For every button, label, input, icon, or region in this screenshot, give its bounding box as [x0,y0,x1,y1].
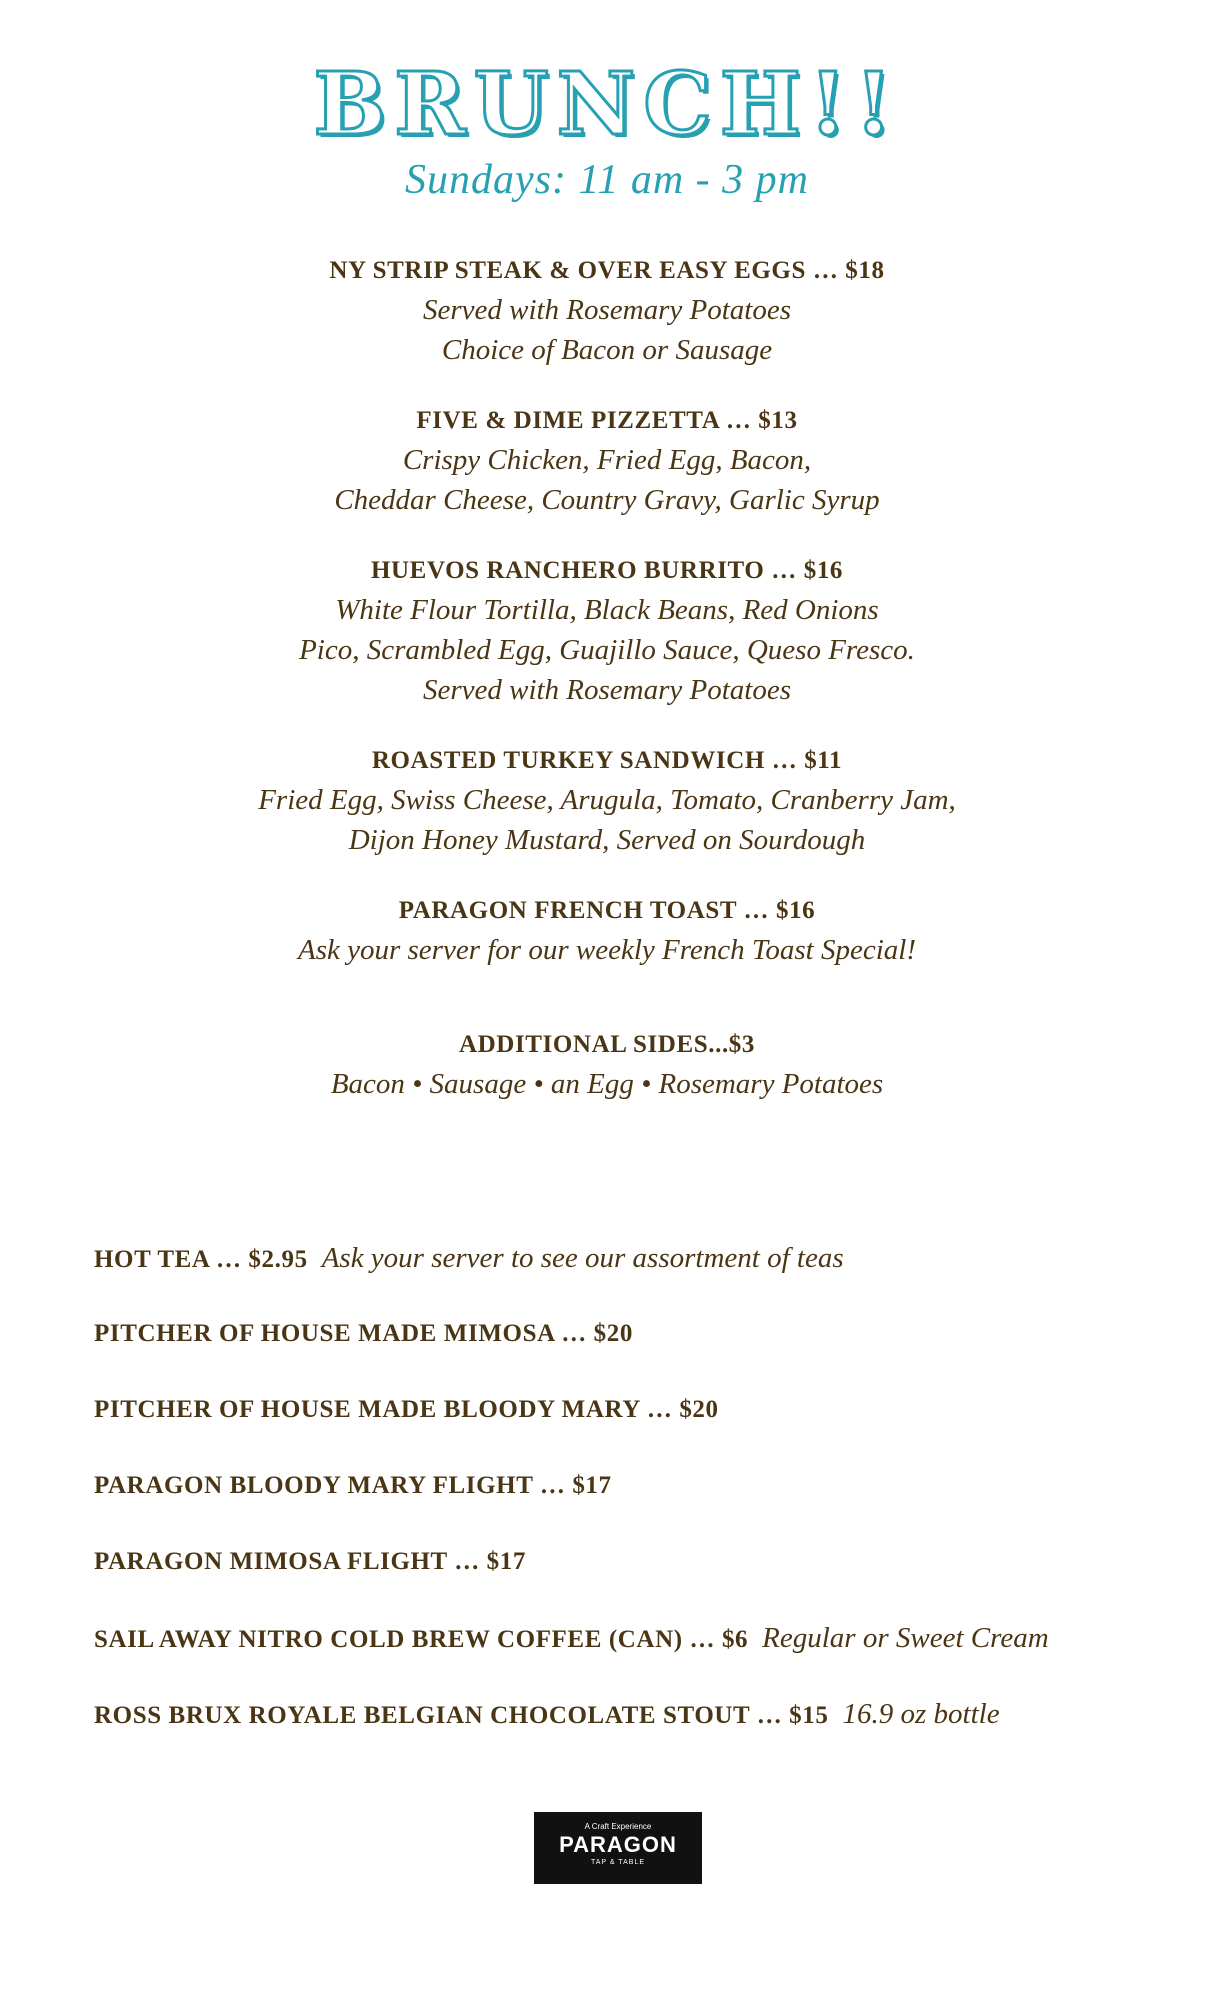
food-item-pizzetta [0,402,1214,520]
drink-note: 16.9 oz bottle [842,1698,1000,1730]
food-item-desc: White Flour Tortilla, Black Beans, Red Onions [335,594,879,626]
food-item-turkey-sandwich [0,742,1214,860]
food-item-steak-eggs [0,252,1214,370]
food-item-desc: Pico, Scrambled Egg, Guajillo Sauce, Queso Fresco. [299,634,915,666]
food-item-french-toast [0,892,1214,970]
drink-mimosa-pitcher [94,1314,1194,1390]
food-item-desc: Crispy Chicken, Fried Egg, Bacon, [402,444,812,476]
food-item-desc: Ask your server for our weekly French Toast Special! [297,934,916,966]
drink-name: PARAGON BLOODY MARY FLIGHT … $17 [94,1472,612,1499]
food-item-desc: Served with Rosemary Potatoes [422,294,792,326]
food-item-desc: Served with Rosemary Potatoes [422,674,792,706]
food-item-name: NY STRIP STEAK & OVER EASY EGGS … $18 [329,257,885,284]
drink-chocolate-stout [94,1694,1194,1770]
menu-header [0,54,1214,204]
drink-name: PITCHER OF HOUSE MADE MIMOSA … $20 [94,1320,633,1347]
drink-bloody-mary-flight [94,1466,1194,1542]
drink-cold-brew [94,1618,1194,1694]
drink-hot-tea [94,1238,1194,1314]
drink-name: ROSS BRUX ROYALE BELGIAN CHOCOLATE STOUT … $15 [94,1702,829,1729]
food-item-name: ROASTED TURKEY SANDWICH … $11 [371,747,843,774]
logo-subline: TAP & TABLE [590,1859,646,1866]
food-item-name: PARAGON FRENCH TOAST … $16 [398,897,816,924]
drink-note: Regular or Sweet Cream [762,1622,1049,1654]
food-item-desc: Choice of Bacon or Sausage [441,334,773,366]
drink-name: HOT TEA … $2.95 [94,1246,308,1273]
food-item-desc: Bacon • Sausage • an Egg • Rosemary Potatoes [330,1068,884,1100]
menu-hours: Sundays: 11 am - 3 pm [404,157,809,203]
drink-name: SAIL AWAY NITRO COLD BREW COFFEE (CAN) … $6 [94,1626,749,1653]
food-item-desc: Cheddar Cheese, Country Gravy, Garlic Syrup [334,484,880,516]
logo-tagline: A Craft Experience [584,1822,652,1831]
food-section [0,252,1214,1136]
drink-name: PARAGON MIMOSA FLIGHT … $17 [94,1548,526,1575]
food-item-burrito [0,552,1214,710]
food-item-desc: Fried Egg, Swiss Cheese, Arugula, Tomato, Cranberry Jam, [258,784,956,816]
drink-name: PITCHER OF HOUSE MADE BLOODY MARY … $20 [94,1396,719,1423]
food-item-name: ADDITIONAL SIDES...$3 [458,1031,755,1058]
drink-bloody-mary-pitcher [94,1390,1194,1466]
food-item-additional-sides [0,1026,1214,1104]
paragon-logo [534,1812,702,1884]
food-item-name: HUEVOS RANCHERO BURRITO … $16 [370,557,844,584]
food-item-desc: Dijon Honey Mustard, Served on Sourdough [348,824,866,856]
food-item-name: FIVE & DIME PIZZETTA … $13 [416,407,798,434]
drink-mimosa-flight [94,1542,1194,1618]
drinks-section [94,1238,1194,1770]
menu-title: BRUNCH!! [313,54,901,155]
drink-note: Ask your server to see our assortment of teas [321,1242,844,1274]
logo-wordmark: PARAGON [559,1832,677,1857]
